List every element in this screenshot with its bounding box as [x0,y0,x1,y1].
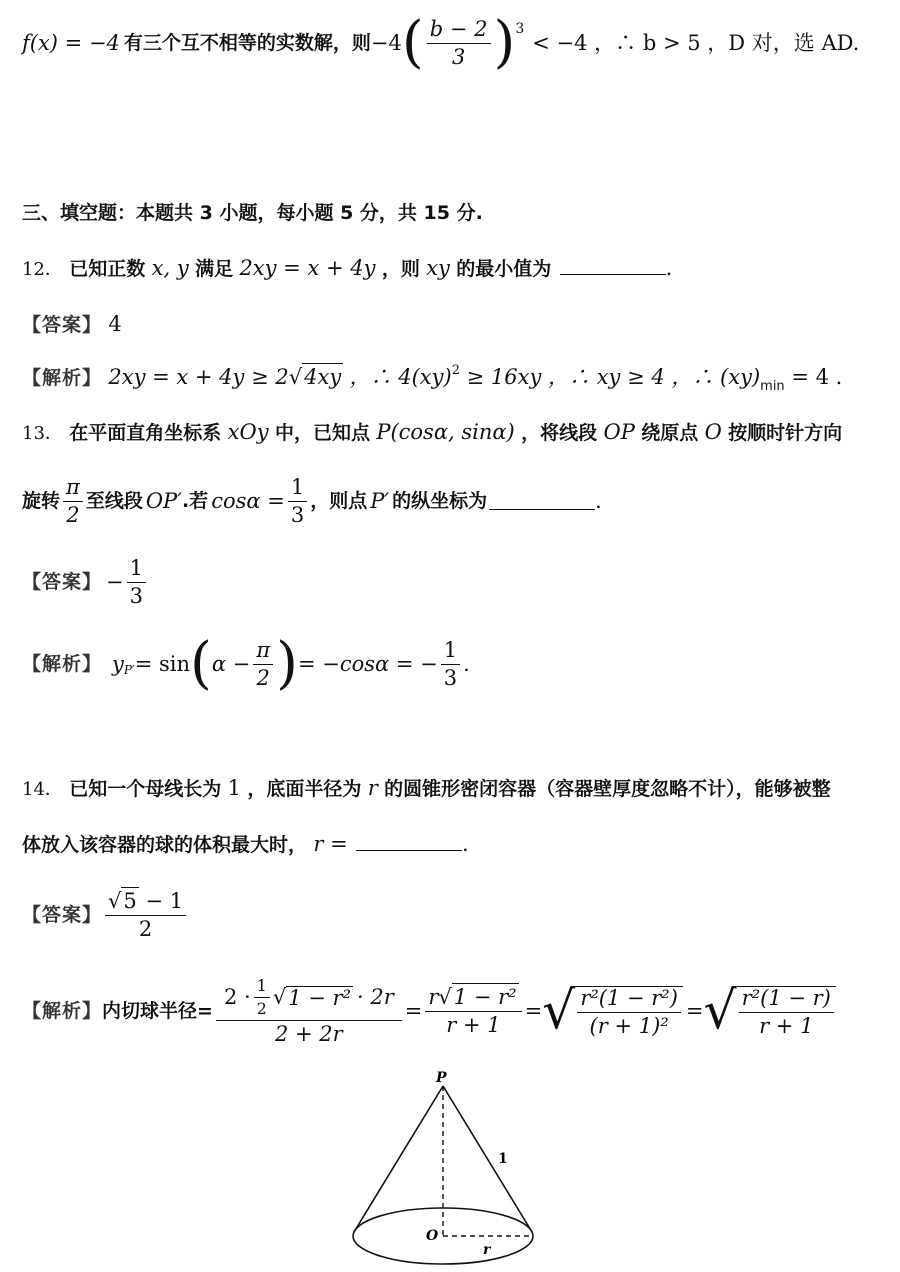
top-line [22,10,860,75]
q14-f2-rad: 1 − r² [453,984,517,1009]
top-frac-num: b − 2 [427,19,491,44]
q14-rad: r [367,776,378,800]
q13-text-b: 中，已知点 [274,422,370,444]
q13-an-a: = sin [134,651,190,676]
q13-cos-den: 3 [290,502,305,527]
q12-analysis-b: ，∴ 4(xy) [349,365,452,389]
top-tail: D 对，选 AD. [728,30,860,55]
q12-radicand: 4xy [304,365,342,389]
q14-f1-den: 2 + 2r [274,1021,343,1046]
q14-f1-num-b: · 2r [357,984,394,1009]
q13-answer-den: 3 [129,583,143,608]
q14-text-a: 已知一个母线长为 [69,778,222,800]
top-exp: 3 [515,21,525,37]
q13-line2-a: 旋转 [22,489,61,512]
q13-seg: OP [603,420,635,444]
q13-answer [22,554,149,610]
q14-answer-blank [356,834,462,851]
q12-analysis [22,364,842,393]
label-slant: 1 [498,1151,508,1167]
left-paren: ( [401,10,424,75]
q12-target: xy [426,256,450,280]
cone-figure [338,1068,558,1268]
q13-line2-d: ，则点 [310,489,368,512]
q13-answer-blank [489,493,595,510]
q14-an-text: 内切球半径= [102,999,213,1022]
q13-answer-sign: − [106,569,124,594]
q13-an-den: 3 [443,665,458,690]
q13-cos-eq: cosα = [211,488,285,513]
q13-rot-den: 2 [66,502,80,527]
q12-equation: 2xy = x + 4y [239,256,376,280]
section-title: 三、填空题：本题共 3 小题，每小题 5 分，共 15 分. [22,202,483,224]
q14-f2-num [425,984,521,1012]
q13-stem-1 [22,422,842,443]
q14-stem-1 [22,778,831,799]
q13-answer-frac [127,555,146,608]
q12-number: 12． [22,259,63,280]
top-text: 有三个互不相等的实数解，则 [123,31,371,54]
q14-analysis-tag: 【解析】 [22,999,103,1022]
top-lhs: f(x) = −4 [22,30,120,55]
equals-sign: = [404,998,423,1023]
q14-f2-r: r [428,984,439,1009]
q14-text-c: 的圆锥形密闭容器（容器壁厚度忽略不计），能够被整 [384,778,831,800]
q13-cos-frac [288,474,307,527]
q13-rot-num: π [63,477,83,502]
radical-sign: √ [542,981,576,1041]
q14-stem-2: 体放入该容器的球的体积最大时， r = . [22,832,469,856]
q14-answer [22,884,189,946]
q14-f3-num: r²(1 − r²) [577,988,681,1013]
q12-answer-blank [560,258,666,275]
q14-r-eq: r = [313,832,348,856]
q14-f1-num-a: 2 · [223,984,251,1009]
q13-text-c: ，将线段 [521,422,598,444]
q13-an-b: = −cosα = − [297,651,438,676]
q13-an-alpha: α − [211,651,251,676]
q13-an-end: . [463,651,470,676]
q14-frac2 [425,984,521,1037]
q12-text-c: ，则 [381,258,420,280]
q14-answer-frac [105,888,186,941]
q12-analysis-d: = 4 . [784,365,843,389]
q12-text-a: 已知正数 [69,258,146,280]
q14-frac3 [575,986,683,1037]
q12-min: min [760,379,785,394]
cone-right-edge [443,1086,532,1232]
label-radius: r [483,1242,491,1258]
q13-seg2: OP′ [145,488,182,513]
q12-answer [22,314,122,335]
q14-answer-den: 2 [138,916,153,941]
q14-ans-rad: 5 [123,888,137,913]
q13-an-pi: π [253,640,273,665]
q14-f1-half [254,975,270,1018]
label-center: O [426,1228,439,1244]
label-apex: P [436,1070,447,1086]
right-paren: ) [493,10,516,75]
q14-f1-half-n: 1 [254,978,270,998]
q14-f4-den: r + 1 [759,1013,814,1038]
radical-sign: √ [703,981,737,1041]
q13-an-pi-frac [253,637,273,690]
q13-analysis [22,631,470,696]
q13-cos-num: 1 [288,477,307,502]
q14-text-b: ，底面半径为 [247,778,362,800]
q13-text-e: 按顺时针方向 [728,422,843,444]
q12-analysis-a: 2xy = x + 4y ≥ 2 [108,365,289,389]
q13-line2-b: 至线段 [85,489,143,512]
q13-sys: xOy [227,420,269,444]
q14-ans-rest: − 1 [138,888,184,913]
q14-f3-den: (r + 1)² [589,1013,669,1038]
q14-answer-tag: 【答案】 [22,903,103,926]
top-fraction [427,16,491,69]
q13-analysis-tag: 【解析】 [22,652,103,675]
q13-point: P(cosα, sinα) [376,420,515,444]
q12-answer-tag: 【答案】 [22,314,103,336]
equals-sign: = [685,998,704,1023]
q13-origin: O [704,420,722,444]
q13-pp: P′ [370,488,390,513]
q14-len: 1 [227,776,242,800]
q13-number: 13． [22,423,63,444]
q13-text-d: 绕原点 [641,422,699,444]
q12-vars: x, y [151,256,189,280]
radical-sign: √ [272,984,287,1009]
radical-sign: √ [438,984,452,1009]
q12-text-d: 的最小值为 [456,258,552,280]
q12-sq: 2 [451,363,460,378]
q13-an-frac [441,637,460,690]
q13-answer-num: 1 [127,558,146,583]
top-frac-den: 3 [451,44,466,69]
q14-frac4 [737,986,836,1037]
q14-f1-rad: 1 − r² [288,985,351,1010]
q13-stem-2: 旋转 $\frac{\pi}{2}$ 至线段 OP′ .若 cosα = $\frac{1}{3}$ ，则点 P′ 的纵坐标为 . [22,474,602,527]
q13-an-num: 1 [441,640,460,665]
q13-an-sub: P′ [123,663,135,677]
q12-analysis-tag: 【解析】 [22,367,103,389]
q12-text-b: 满足 [195,258,234,280]
q14-number: 14． [22,779,63,800]
q13-an-two: 2 [256,665,270,690]
q13-an-y: y [112,651,124,676]
q14-frac1 [216,975,402,1046]
q12-analysis-c: ≥ 16xy ，∴ xy ≥ 4 ，∴ (xy) [459,365,761,389]
radical-sign: √ [288,365,303,389]
q14-f2-den: r + 1 [446,1012,501,1037]
equals-sign: = [524,998,543,1023]
q14-f1-num [216,975,402,1021]
top-cmp: < −4 ，∴ b > 5 ， [532,30,729,55]
q14-f4-num: r²(1 − r) [739,988,834,1013]
q13-line2-e: 的纵坐标为 [392,489,488,512]
q13-text-a: 在平面直角坐标系 [69,422,222,444]
q14-line2: 体放入该容器的球的体积最大时， [22,834,308,856]
q12-answer-value: 4 [108,312,122,336]
q13-lparen: ( [190,631,212,696]
radical-sign: √ [108,888,122,913]
q13-answer-tag: 【答案】 [22,570,103,593]
q13-line2-c: .若 [181,489,209,512]
q14-f1-half-d: 2 [256,998,267,1018]
q12-stem: 12． 已知正数 x, y 满足 2xy = x + 4y ，则 xy 的最小值为 . [22,256,673,280]
q14-analysis [22,968,839,1054]
cone-left-edge [354,1086,443,1232]
top-coef: −4 [370,30,402,55]
q13-rot-frac [63,474,83,527]
q14-answer-num [105,888,186,916]
q13-rparen: ) [276,631,298,696]
